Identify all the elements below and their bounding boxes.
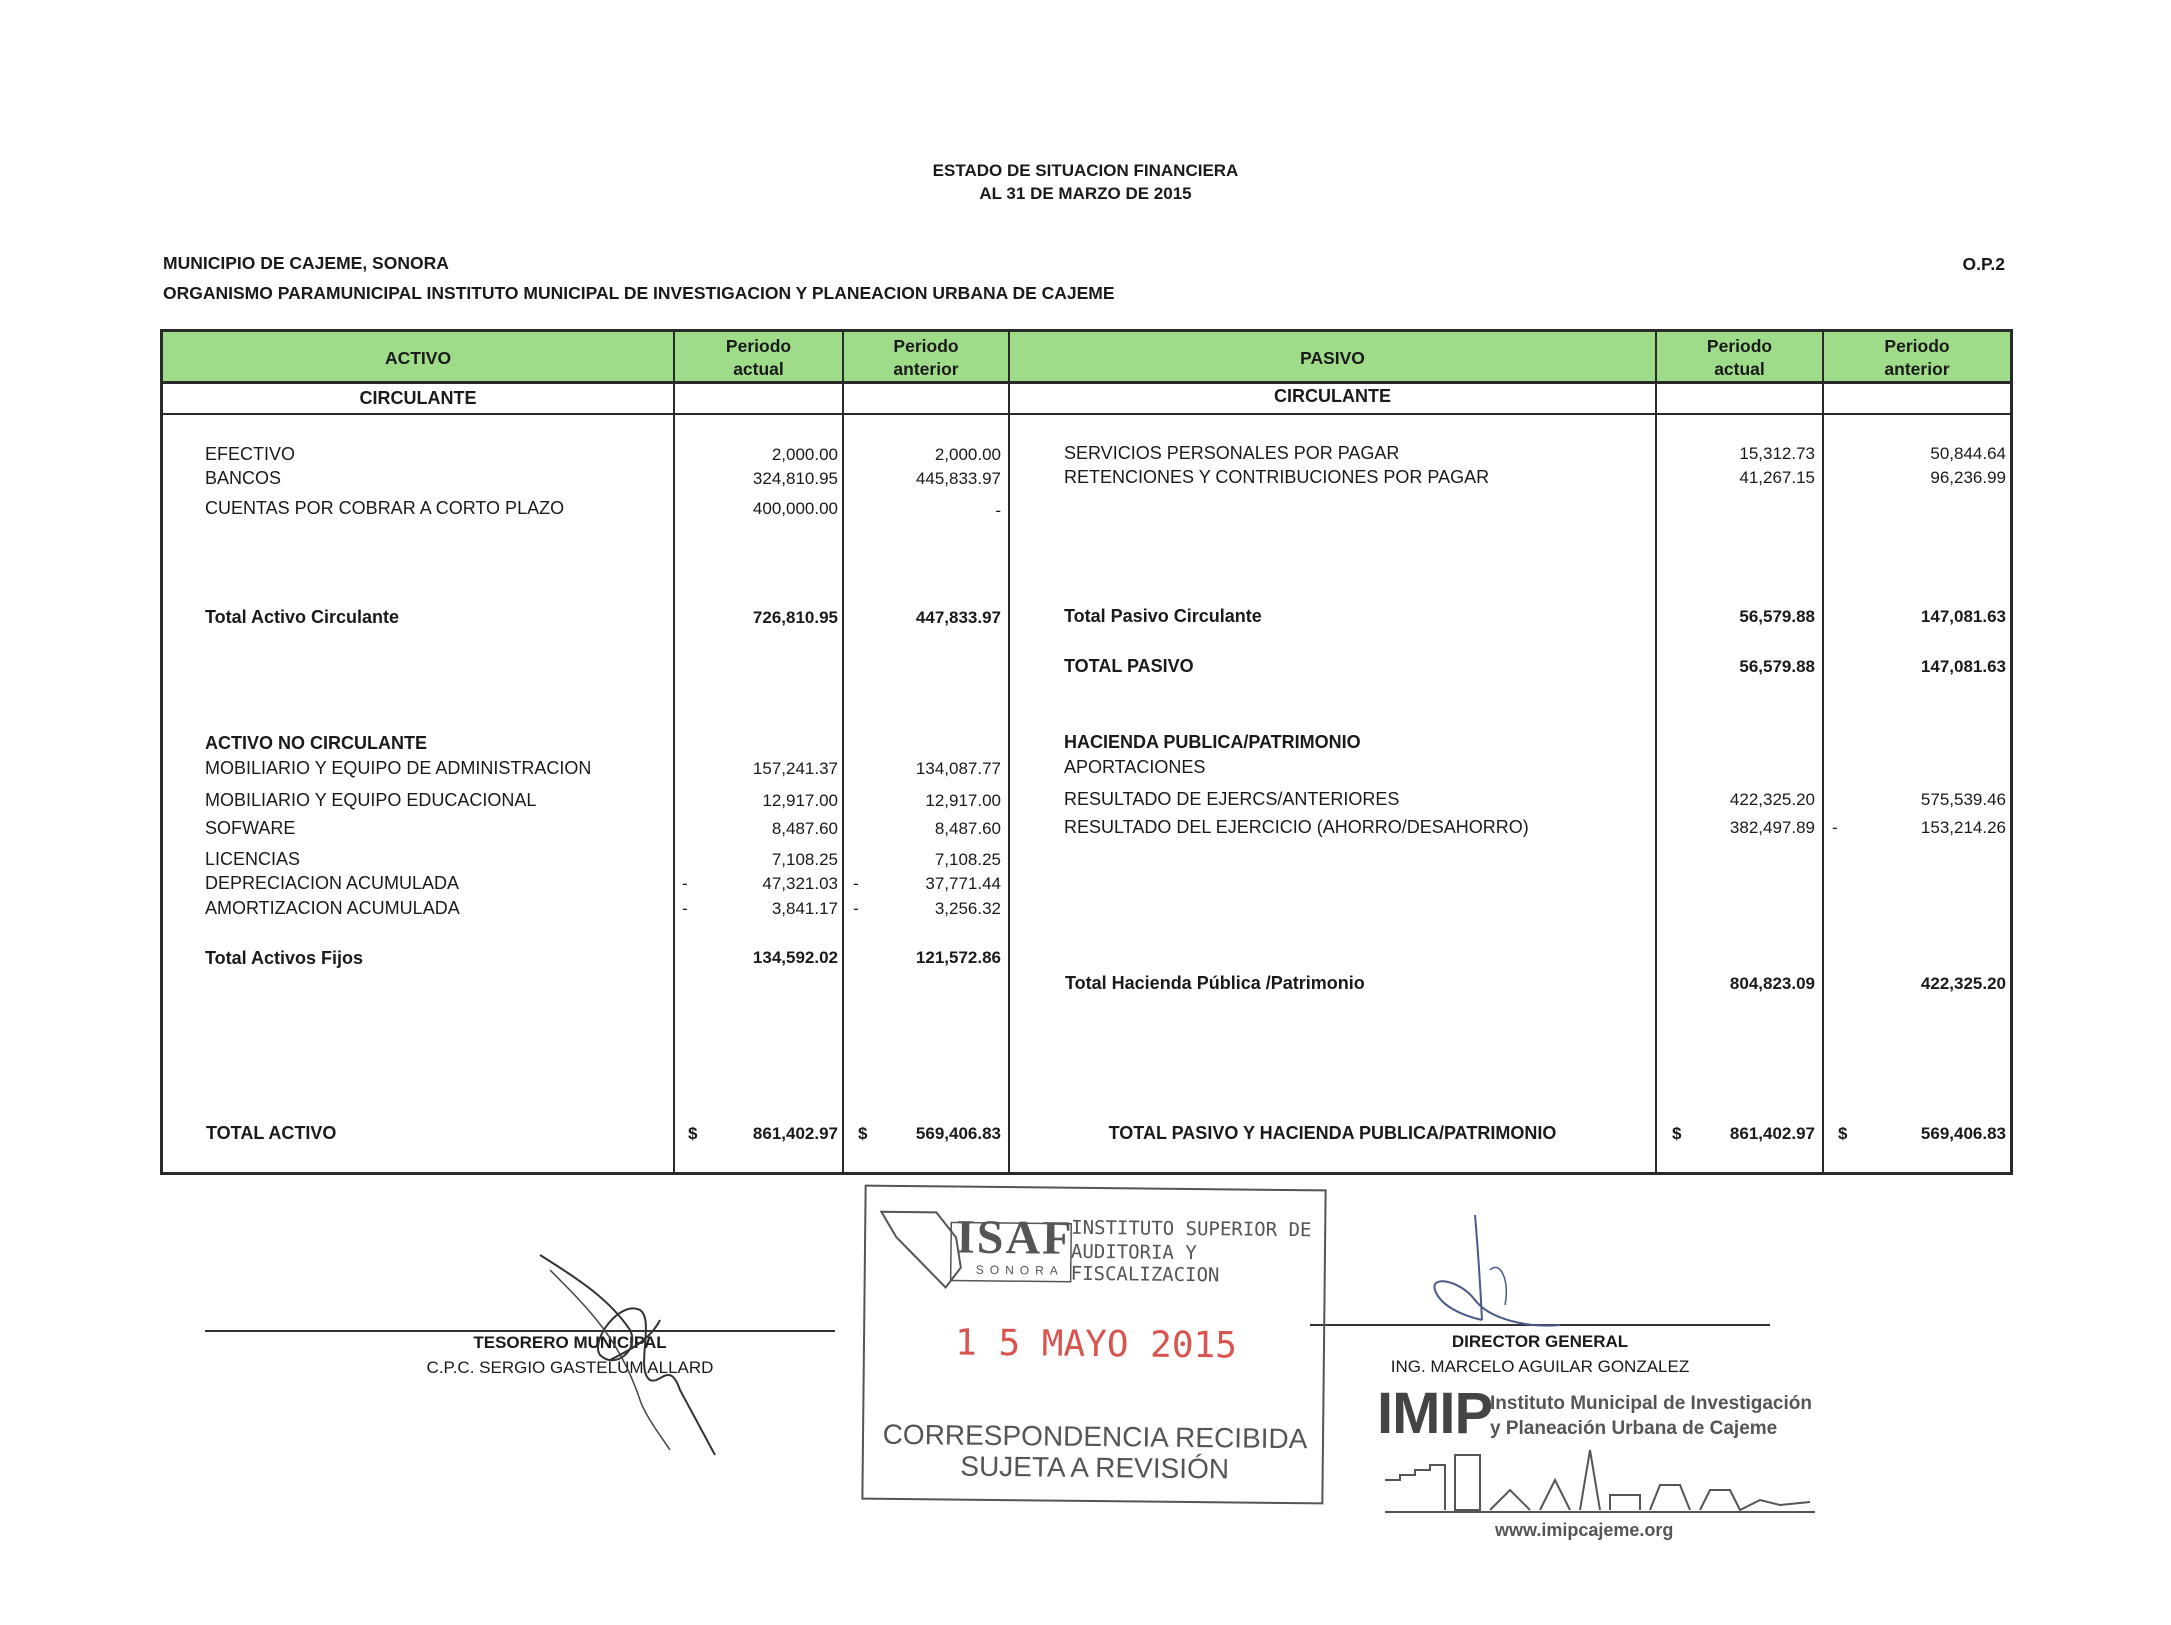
treasurer-name: C.P.C. SERGIO GASTELUM ALLARD bbox=[426, 1358, 714, 1377]
total-activo-circulante-label: Total Activo Circulante bbox=[205, 607, 400, 627]
document-date: AL 31 DE MARZO DE 2015 bbox=[979, 184, 1192, 203]
treasurer-signature bbox=[520, 1240, 740, 1470]
header-activo: ACTIVO bbox=[384, 347, 452, 368]
pasivo-row-actual: 15,312.73 bbox=[1739, 444, 1815, 463]
col-divider bbox=[673, 332, 675, 1175]
imip-name: Instituto Municipal de Investigación bbox=[1490, 1393, 1812, 1414]
pasivo-row-label: RESULTADO DE EJERCS/ANTERIORES bbox=[1064, 789, 1400, 809]
director-title: DIRECTOR GENERAL bbox=[1451, 1332, 1629, 1351]
negative-sign: - bbox=[682, 874, 688, 893]
total-pasivo-anterior: 147,081.63 bbox=[1920, 657, 2006, 676]
activo-row-actual: 47,321.03 bbox=[762, 874, 838, 893]
total-activo-circulante-actual: 726,810.95 bbox=[752, 608, 838, 627]
isaf-logo-subtext: SONORA bbox=[975, 1262, 1064, 1278]
director-signature bbox=[1420, 1210, 1570, 1335]
total-pasivo-circulante-anterior: 147,081.63 bbox=[1920, 607, 2006, 626]
pasivo-row-label: APORTACIONES bbox=[1064, 757, 1206, 777]
pasivo-row-label: RESULTADO DEL EJERCICIO (AHORRO/DESAHORRO) bbox=[1064, 817, 1529, 837]
isaf-logo-text: ISAF bbox=[955, 1210, 1074, 1265]
total-activos-fijos-anterior: 121,572.86 bbox=[915, 948, 1001, 967]
activo-row-actual: 7,108.25 bbox=[771, 850, 838, 869]
negative-sign: - bbox=[1832, 818, 1838, 837]
treasurer-title: TESORERO MUNICIPAL bbox=[473, 1333, 667, 1352]
total-pasivo-hacienda-actual: 861,402.97 bbox=[1729, 1124, 1815, 1143]
header-label: anterior bbox=[893, 359, 959, 379]
total-pasivo-circulante-actual: 56,579.88 bbox=[1739, 607, 1815, 626]
activo-row-actual: 324,810.95 bbox=[752, 469, 838, 488]
pasivo-row-actual: 382,497.89 bbox=[1729, 818, 1815, 837]
pasivo-row-anterior: 96,236.99 bbox=[1930, 468, 2006, 487]
total-activo-circulante-anterior: 447,833.97 bbox=[915, 608, 1001, 627]
total-pasivo-label: TOTAL PASIVO bbox=[1064, 656, 1194, 676]
activo-row-anterior: - bbox=[995, 501, 1001, 520]
activo-row-anterior: 2,000.00 bbox=[934, 445, 1001, 464]
pasivo-row-anterior: 575,539.46 bbox=[1920, 790, 2006, 809]
header-label: Periodo bbox=[1884, 336, 1950, 356]
activo-row-actual: 2,000.00 bbox=[771, 445, 838, 464]
activo-row-label: DEPRECIACION ACUMULADA bbox=[205, 873, 460, 893]
activo-no-circulante-heading: ACTIVO NO CIRCULANTE bbox=[205, 733, 427, 753]
subheader-circulante-activo: CIRCULANTE bbox=[359, 388, 477, 408]
subheader-divider bbox=[163, 413, 2010, 415]
total-activo-label: TOTAL ACTIVO bbox=[206, 1123, 337, 1143]
currency-symbol: $ bbox=[1672, 1124, 1682, 1143]
stamp-note: CORRESPONDENCIA RECIBIDA bbox=[882, 1418, 1308, 1455]
total-hacienda-label: Total Hacienda Pública /Patrimonio bbox=[1065, 973, 1365, 993]
imip-skyline-graphic bbox=[1380, 1440, 1820, 1515]
activo-row-actual: 157,241.37 bbox=[752, 759, 838, 778]
stamp-institution: INSTITUTO SUPERIOR DE bbox=[1071, 1216, 1312, 1242]
entity-name: MUNICIPIO DE CAJEME, SONORA bbox=[163, 253, 449, 273]
activo-row-label: CUENTAS POR COBRAR A CORTO PLAZO bbox=[205, 498, 565, 518]
activo-row-label: EFECTIVO bbox=[205, 444, 296, 464]
pasivo-row-actual: 41,267.15 bbox=[1739, 468, 1815, 487]
activo-row-anterior: 7,108.25 bbox=[934, 850, 1001, 869]
organism-name: ORGANISMO PARAMUNICIPAL INSTITUTO MUNICIPAL DE INVESTIGACION Y PLANEACION URBANA DE CAJEME bbox=[163, 283, 1115, 303]
stamp-institution: AUDITORIA Y FISCALIZACION bbox=[1070, 1240, 1220, 1287]
stamp-note: SUJETA A REVISIÓN bbox=[960, 1450, 1230, 1485]
activo-row-label: LICENCIAS bbox=[205, 849, 301, 869]
subheader-circulante-pasivo: CIRCULANTE bbox=[1274, 386, 1391, 406]
total-pasivo-actual: 56,579.88 bbox=[1739, 657, 1815, 676]
document-title: ESTADO DE SITUACION FINANCIERA bbox=[932, 161, 1239, 180]
total-hacienda-anterior: 422,325.20 bbox=[1920, 974, 2006, 993]
imip-name: y Planeación Urbana de Cajeme bbox=[1490, 1418, 1778, 1439]
header-pasivo: PASIVO bbox=[1300, 347, 1365, 368]
activo-row-label: AMORTIZACION ACUMULADA bbox=[205, 898, 460, 918]
header-periodo-actual bbox=[675, 332, 842, 384]
col-divider bbox=[1655, 332, 1657, 1175]
currency-symbol: $ bbox=[1838, 1124, 1848, 1143]
total-pasivo-hacienda-label: TOTAL PASIVO Y HACIENDA PUBLICA/PATRIMONIO bbox=[1108, 1123, 1557, 1143]
pasivo-row-anterior: 50,844.64 bbox=[1930, 444, 2006, 463]
pasivo-row-anterior: 153,214.26 bbox=[1920, 818, 2006, 837]
activo-row-actual: 12,917.00 bbox=[762, 791, 838, 810]
pasivo-row-actual: 422,325.20 bbox=[1729, 790, 1815, 809]
activo-row-anterior: 12,917.00 bbox=[925, 791, 1001, 810]
header-label: actual bbox=[1714, 359, 1765, 379]
form-code: O.P.2 bbox=[1962, 254, 2005, 274]
activo-row-anterior: 445,833.97 bbox=[915, 469, 1001, 488]
activo-row-actual: 400,000.00 bbox=[752, 499, 838, 518]
header-label: Periodo bbox=[1706, 336, 1773, 356]
activo-row-anterior: 3,256.32 bbox=[934, 899, 1001, 918]
header-label: Periodo bbox=[725, 336, 792, 356]
stamp-date: 1 5 MAYO 2015 bbox=[954, 1322, 1238, 1367]
col-divider bbox=[1008, 332, 1010, 1175]
activo-row-label: SOFWARE bbox=[205, 818, 296, 838]
total-pasivo-circulante-label: Total Pasivo Circulante bbox=[1064, 606, 1262, 626]
currency-symbol: $ bbox=[858, 1124, 868, 1143]
currency-symbol: $ bbox=[688, 1124, 698, 1143]
header-label: anterior bbox=[1884, 359, 1950, 379]
negative-sign: - bbox=[853, 874, 859, 893]
header-periodo-anterior bbox=[1824, 332, 2010, 384]
total-activo-anterior: 569,406.83 bbox=[915, 1124, 1001, 1143]
director-name: ING. MARCELO AGUILAR GONZALEZ bbox=[1390, 1357, 1690, 1376]
header-label: Periodo bbox=[893, 336, 959, 356]
pasivo-row-label: SERVICIOS PERSONALES POR PAGAR bbox=[1064, 443, 1400, 463]
total-activos-fijos-actual: 134,592.02 bbox=[752, 948, 838, 967]
activo-row-label: MOBILIARIO Y EQUIPO EDUCACIONAL bbox=[205, 790, 537, 810]
header-periodo-anterior bbox=[844, 332, 1008, 384]
activo-row-label: BANCOS bbox=[205, 468, 282, 488]
activo-row-actual: 3,841.17 bbox=[771, 899, 838, 918]
header-periodo-actual bbox=[1657, 332, 1822, 384]
header-label: actual bbox=[733, 359, 784, 379]
imip-logo: IMIP bbox=[1377, 1381, 1493, 1446]
received-stamp bbox=[861, 1185, 1326, 1505]
negative-sign: - bbox=[682, 899, 688, 918]
activo-row-label: MOBILIARIO Y EQUIPO DE ADMINISTRACION bbox=[205, 758, 592, 778]
imip-url: www.imipcajeme.org bbox=[1495, 1520, 1674, 1540]
total-pasivo-hacienda-anterior: 569,406.83 bbox=[1920, 1124, 2006, 1143]
total-activo-actual: 861,402.97 bbox=[752, 1124, 838, 1143]
activo-row-actual: 8,487.60 bbox=[771, 819, 838, 838]
total-hacienda-actual: 804,823.09 bbox=[1729, 974, 1815, 993]
activo-row-anterior: 37,771.44 bbox=[925, 874, 1001, 893]
hacienda-heading: HACIENDA PUBLICA/PATRIMONIO bbox=[1064, 732, 1361, 752]
activo-row-anterior: 134,087.77 bbox=[915, 759, 1001, 778]
col-divider bbox=[1822, 332, 1824, 1175]
activo-row-anterior: 8,487.60 bbox=[934, 819, 1001, 838]
negative-sign: - bbox=[853, 899, 859, 918]
pasivo-row-label: RETENCIONES Y CONTRIBUCIONES POR PAGAR bbox=[1064, 467, 1490, 487]
col-divider bbox=[842, 332, 844, 1175]
total-activos-fijos-label: Total Activos Fijos bbox=[205, 948, 364, 968]
